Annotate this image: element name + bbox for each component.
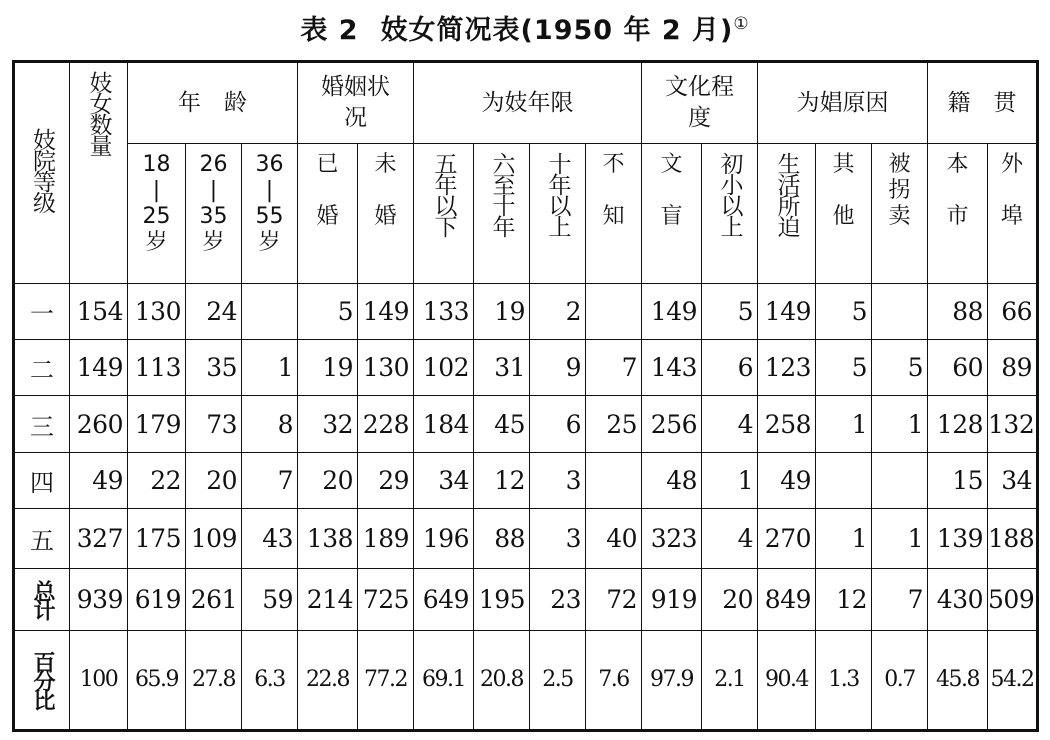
prostitute-summary-table bbox=[12, 60, 1039, 732]
table-cell: 32 bbox=[298, 396, 358, 452]
header-reason: 为娼原因 bbox=[758, 62, 928, 144]
header-other-reason: 其 他 bbox=[816, 144, 872, 284]
table-cell: 100 bbox=[70, 630, 128, 730]
table-cell: 430 bbox=[928, 568, 988, 630]
table-cell: 130 bbox=[128, 284, 186, 340]
header-marital: 婚姻状况 bbox=[298, 62, 414, 144]
table-row bbox=[14, 284, 1038, 340]
table-cell: 15 bbox=[928, 452, 988, 508]
header-nonlocal: 外 埠 bbox=[988, 144, 1038, 284]
header-illiterate: 文 盲 bbox=[642, 144, 702, 284]
table-cell: 4 bbox=[702, 508, 758, 568]
header-years-unknown: 不 知 bbox=[586, 144, 642, 284]
table-cell: 189 bbox=[358, 508, 414, 568]
table-cell: 20 bbox=[298, 452, 358, 508]
table-cell: 109 bbox=[186, 508, 242, 568]
table-cell: 54.2 bbox=[988, 630, 1038, 730]
table-cell: 66 bbox=[988, 284, 1038, 340]
row-grade-label: 二 bbox=[14, 340, 70, 396]
table-cell: 939 bbox=[70, 568, 128, 630]
header-age: 年 龄 bbox=[128, 62, 298, 144]
table-cell: 19 bbox=[474, 284, 530, 340]
table-cell: 849 bbox=[758, 568, 816, 630]
footnote-marker: ① bbox=[733, 14, 750, 34]
table-cell: 1 bbox=[872, 508, 928, 568]
row-grade-label: 总计 bbox=[14, 568, 70, 630]
table-cell: 149 bbox=[70, 340, 128, 396]
table-cell: 323 bbox=[642, 508, 702, 568]
table-cell: 1 bbox=[816, 508, 872, 568]
header-married: 已 婚 bbox=[298, 144, 358, 284]
table-cell: 149 bbox=[758, 284, 816, 340]
table-label: 表 2 bbox=[300, 15, 359, 46]
table-cell: 45.8 bbox=[928, 630, 988, 730]
row-grade-label: 三 bbox=[14, 396, 70, 452]
table-cell: 175 bbox=[128, 508, 186, 568]
table-cell: 179 bbox=[128, 396, 186, 452]
table-cell: 97.9 bbox=[642, 630, 702, 730]
row-grade-label: 一 bbox=[14, 284, 70, 340]
table-cell: 258 bbox=[758, 396, 816, 452]
header-local: 本 市 bbox=[928, 144, 988, 284]
table-cell: 5 bbox=[298, 284, 358, 340]
header-age-36-55: 36 | 55 岁 bbox=[242, 144, 298, 284]
table-cell: 6 bbox=[702, 340, 758, 396]
table-cell: 133 bbox=[414, 284, 474, 340]
table-cell: 19 bbox=[298, 340, 358, 396]
table-cell: 3 bbox=[530, 452, 586, 508]
row-grade-label: 五 bbox=[14, 508, 70, 568]
table-cell: 149 bbox=[358, 284, 414, 340]
table-cell: 1 bbox=[702, 452, 758, 508]
header-years-6-10: 六至十年 bbox=[474, 144, 530, 284]
table-cell bbox=[242, 284, 298, 340]
table-cell: 509 bbox=[988, 568, 1038, 630]
table-cell: 260 bbox=[70, 396, 128, 452]
table-cell: 48 bbox=[642, 452, 702, 508]
table-cell: 23 bbox=[530, 568, 586, 630]
table-cell: 270 bbox=[758, 508, 816, 568]
header-row-1 bbox=[14, 62, 1038, 144]
table-cell bbox=[816, 452, 872, 508]
table-row bbox=[14, 630, 1038, 730]
table-cell: 7.6 bbox=[586, 630, 642, 730]
table-cell: 130 bbox=[358, 340, 414, 396]
table-cell: 31 bbox=[474, 340, 530, 396]
table-cell: 12 bbox=[816, 568, 872, 630]
table-cell: 154 bbox=[70, 284, 128, 340]
table-cell: 5 bbox=[872, 340, 928, 396]
table-cell: 24 bbox=[186, 284, 242, 340]
table-cell: 20 bbox=[186, 452, 242, 508]
table-cell: 7 bbox=[586, 340, 642, 396]
table-cell: 188 bbox=[988, 508, 1038, 568]
table-cell: 88 bbox=[928, 284, 988, 340]
table-cell: 5 bbox=[816, 340, 872, 396]
table-cell: 1 bbox=[242, 340, 298, 396]
header-years-under-5: 五年以下 bbox=[414, 144, 474, 284]
table-cell: 132 bbox=[988, 396, 1038, 452]
table-cell: 40 bbox=[586, 508, 642, 568]
table-cell: 0.7 bbox=[872, 630, 928, 730]
table-cell: 139 bbox=[928, 508, 988, 568]
table-cell: 22 bbox=[128, 452, 186, 508]
table-cell: 2.5 bbox=[530, 630, 586, 730]
table-cell: 228 bbox=[358, 396, 414, 452]
header-age-18-25: 18 | 25 岁 bbox=[128, 144, 186, 284]
table-cell: 69.1 bbox=[414, 630, 474, 730]
table-cell: 34 bbox=[988, 452, 1038, 508]
table-cell: 123 bbox=[758, 340, 816, 396]
table-cell: 25 bbox=[586, 396, 642, 452]
table-cell: 919 bbox=[642, 568, 702, 630]
table-cell: 7 bbox=[872, 568, 928, 630]
row-grade-label: 百分比 bbox=[14, 630, 70, 730]
table-row bbox=[14, 396, 1038, 452]
table-cell: 113 bbox=[128, 340, 186, 396]
table-cell: 5 bbox=[702, 284, 758, 340]
table-cell: 49 bbox=[758, 452, 816, 508]
table-cell: 214 bbox=[298, 568, 358, 630]
table-cell: 89 bbox=[988, 340, 1038, 396]
table-cell: 77.2 bbox=[358, 630, 414, 730]
row-grade-label: 四 bbox=[14, 452, 70, 508]
table-title bbox=[0, 4, 1050, 51]
table-cell: 73 bbox=[186, 396, 242, 452]
table-cell: 327 bbox=[70, 508, 128, 568]
table-cell: 88 bbox=[474, 508, 530, 568]
header-count: 妓女数量 bbox=[70, 62, 128, 284]
table-cell: 49 bbox=[70, 452, 128, 508]
table-cell: 128 bbox=[928, 396, 988, 452]
table-cell: 3 bbox=[530, 508, 586, 568]
table-cell: 27.8 bbox=[186, 630, 242, 730]
table-cell: 43 bbox=[242, 508, 298, 568]
table-row bbox=[14, 508, 1038, 568]
table-row bbox=[14, 568, 1038, 630]
table-cell: 102 bbox=[414, 340, 474, 396]
header-primary-above: 初小以上 bbox=[702, 144, 758, 284]
table-row bbox=[14, 340, 1038, 396]
header-unmarried: 未 婚 bbox=[358, 144, 414, 284]
table-cell: 72 bbox=[586, 568, 642, 630]
table-cell: 256 bbox=[642, 396, 702, 452]
table-cell: 6.3 bbox=[242, 630, 298, 730]
table-cell: 90.4 bbox=[758, 630, 816, 730]
table-cell: 34 bbox=[414, 452, 474, 508]
table-cell: 29 bbox=[358, 452, 414, 508]
table-cell: 1.3 bbox=[816, 630, 872, 730]
table-cell bbox=[872, 452, 928, 508]
table-cell: 143 bbox=[642, 340, 702, 396]
table-cell: 20.8 bbox=[474, 630, 530, 730]
table-cell: 22.8 bbox=[298, 630, 358, 730]
header-years-over-10: 十年以上 bbox=[530, 144, 586, 284]
header-years: 为妓年限 bbox=[414, 62, 642, 144]
table-cell: 196 bbox=[414, 508, 474, 568]
table-cell: 2.1 bbox=[702, 630, 758, 730]
table-cell: 184 bbox=[414, 396, 474, 452]
header-row-2 bbox=[14, 144, 1038, 284]
table-cell: 60 bbox=[928, 340, 988, 396]
table-cell: 65.9 bbox=[128, 630, 186, 730]
table-cell: 6 bbox=[530, 396, 586, 452]
table-cell: 619 bbox=[128, 568, 186, 630]
header-origin: 籍 贯 bbox=[928, 62, 1038, 144]
table-cell: 8 bbox=[242, 396, 298, 452]
table-cell: 649 bbox=[414, 568, 474, 630]
table-cell: 725 bbox=[358, 568, 414, 630]
table-caption: 妓女简况表(1950 年 2 月) bbox=[380, 15, 734, 46]
table-cell: 12 bbox=[474, 452, 530, 508]
header-trafficked: 被 拐 卖 bbox=[872, 144, 928, 284]
table-cell: 1 bbox=[872, 396, 928, 452]
header-education: 文化程度 bbox=[642, 62, 758, 144]
table-cell: 35 bbox=[186, 340, 242, 396]
table-cell: 5 bbox=[816, 284, 872, 340]
table-cell bbox=[872, 284, 928, 340]
table-cell: 138 bbox=[298, 508, 358, 568]
table-cell: 149 bbox=[642, 284, 702, 340]
table-cell: 7 bbox=[242, 452, 298, 508]
table-cell: 9 bbox=[530, 340, 586, 396]
table-cell: 59 bbox=[242, 568, 298, 630]
table-cell: 261 bbox=[186, 568, 242, 630]
header-forced-by-life: 生活所迫 bbox=[758, 144, 816, 284]
header-age-26-35: 26 | 35 岁 bbox=[186, 144, 242, 284]
table-cell: 2 bbox=[530, 284, 586, 340]
table-cell: 195 bbox=[474, 568, 530, 630]
header-grade: 妓院等级 bbox=[14, 62, 70, 284]
table-cell: 20 bbox=[702, 568, 758, 630]
table-cell: 4 bbox=[702, 396, 758, 452]
table-row bbox=[14, 452, 1038, 508]
table-cell bbox=[586, 284, 642, 340]
table-cell: 1 bbox=[816, 396, 872, 452]
table-cell bbox=[586, 452, 642, 508]
table-cell: 45 bbox=[474, 396, 530, 452]
